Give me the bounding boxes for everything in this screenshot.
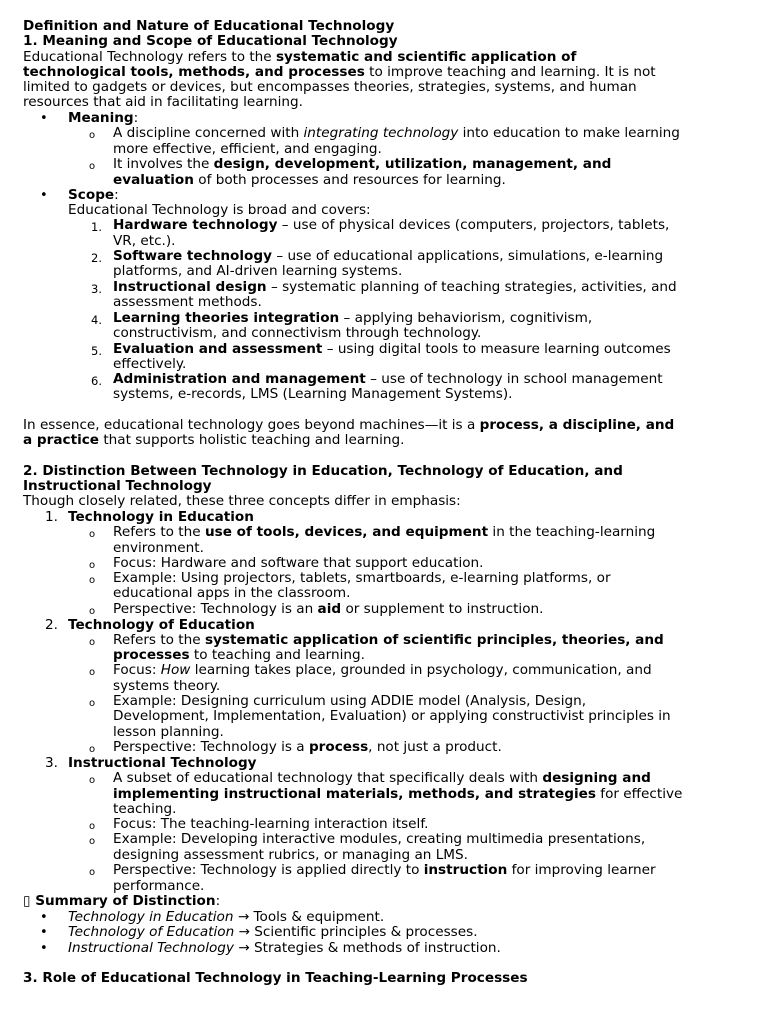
distinction-bullet-line: processes to teaching and learning. (113, 647, 365, 663)
distinction-title: Instructional Technology (68, 755, 257, 771)
bullet-marker: • (40, 925, 48, 940)
list-number: 1. (91, 220, 102, 234)
scope-item-line: VR, etc.). (113, 233, 176, 249)
list-number: 4. (91, 313, 102, 327)
distinction-bullet-line: implementing instructional materials, methods, and strategies for effective (113, 786, 683, 802)
list-number: 2. (45, 617, 58, 633)
meaning-bullet-line: evaluation of both processes and resources for learning. (113, 172, 506, 188)
circle-marker: o (89, 575, 96, 586)
circle-marker: o (89, 744, 96, 755)
circle-marker: o (89, 130, 96, 141)
circle-marker: o (89, 529, 96, 540)
distinction-bullet-line: Refers to the systematic application of scientific principles, theories, and (113, 632, 664, 648)
list-number: 2. (91, 251, 102, 265)
circle-marker: o (89, 821, 96, 832)
distinction-bullet-line: Perspective: Technology is an aid or supplement to instruction. (113, 601, 544, 617)
distinction-title: Technology of Education (68, 617, 255, 633)
distinction-bullet-line: lesson planning. (113, 724, 224, 740)
scope-item-line: Administration and management – use of technology in school management (113, 371, 663, 387)
circle-marker: o (89, 637, 96, 648)
circle-marker: o (89, 606, 96, 617)
circle-marker: o (89, 775, 96, 786)
distinction-bullet-line: Focus: The teaching-learning interaction itself. (113, 816, 429, 832)
scope-item-line: Hardware technology – use of physical devices (computers, projectors, tablets, (113, 217, 670, 233)
section-1-heading: 1. Meaning and Scope of Educational Technology (23, 33, 398, 49)
missing-glyph-icon: ▯ (23, 893, 31, 909)
distinction-bullet-line: systems theory. (113, 678, 221, 694)
distinction-bullet-line: Example: Designing curriculum using ADDIE model (Analysis, Design, (113, 693, 587, 709)
section-3-heading: 3. Role of Educational Technology in Teaching-Learning Processes (23, 970, 528, 986)
essence-line: In essence, educational technology goes beyond machines—it is a process, a discipline, and (23, 417, 675, 433)
section-2-intro: Though closely related, these three concepts differ in emphasis: (23, 493, 461, 509)
distinction-bullet-line: Refers to the use of tools, devices, and equipment in the teaching-learning (113, 524, 656, 540)
distinction-bullet-line: educational apps in the classroom. (113, 585, 351, 601)
list-number: 3. (91, 282, 102, 296)
essence-line: a practice that supports holistic teaching and learning. (23, 432, 405, 448)
bullet-marker: • (40, 111, 48, 126)
list-number: 3. (45, 755, 58, 771)
scope-item-line: Learning theories integration – applying behaviorism, cognitivism, (113, 310, 593, 326)
distinction-bullet-line: Focus: How learning takes place, grounded in psychology, communication, and (113, 662, 652, 678)
meaning-bullet-line: It involves the design, development, utilization, management, and (113, 156, 612, 172)
distinction-bullet-line: performance. (113, 878, 205, 894)
intro-line: Educational Technology refers to the systematic and scientific application of (23, 49, 577, 65)
intro-line: technological tools, methods, and processes to improve teaching and learning. It is not (23, 64, 656, 80)
distinction-bullet-line: A subset of educational technology that specifically deals with designing and (113, 770, 651, 786)
bullet-marker: • (40, 188, 48, 203)
circle-marker: o (89, 667, 96, 678)
distinction-bullet-line: Perspective: Technology is applied directly to instruction for improving learner (113, 862, 656, 878)
intro-line: resources that aid in facilitating learning. (23, 94, 303, 110)
summary-heading: ▯ Summary of Distinction: (23, 893, 221, 909)
section-2-heading: Instructional Technology (23, 478, 212, 494)
summary-item: Technology in Education → Tools & equipment. (68, 909, 385, 925)
summary-item: Instructional Technology → Strategies & methods of instruction. (68, 940, 501, 956)
scope-item-line: platforms, and AI-driven learning systems. (113, 263, 403, 279)
circle-marker: o (89, 560, 96, 571)
circle-marker: o (89, 836, 96, 847)
scope-item-line: effectively. (113, 356, 187, 372)
meaning-label: Meaning: (68, 110, 139, 126)
distinction-bullet-line: Example: Developing interactive modules, creating multimedia presentations, (113, 831, 646, 847)
scope-label: Scope: (68, 187, 119, 203)
circle-marker: o (89, 698, 96, 709)
list-number: 5. (91, 344, 102, 358)
distinction-bullet-line: designing assessment rubrics, or managing an LMS. (113, 847, 468, 863)
circle-marker: o (89, 161, 96, 172)
distinction-bullet-line: teaching. (113, 801, 177, 817)
section-2-heading: 2. Distinction Between Technology in Education, Technology of Education, and (23, 463, 623, 479)
meaning-bullet-line: A discipline concerned with integrating technology into education to make learning (113, 125, 680, 141)
scope-item-line: Software technology – use of educational applications, simulations, e-learning (113, 248, 664, 264)
scope-item-line: Instructional design – systematic planning of teaching strategies, activities, and (113, 279, 677, 295)
list-number: 1. (45, 509, 58, 525)
document-title: Definition and Nature of Educational Technology (23, 18, 395, 34)
circle-marker: o (89, 867, 96, 878)
scope-item-line: assessment methods. (113, 294, 262, 310)
list-number: 6. (91, 374, 102, 388)
distinction-bullet-line: environment. (113, 540, 204, 556)
meaning-bullet-line: more effective, efficient, and engaging. (113, 141, 382, 157)
distinction-bullet-line: Development, Implementation, Evaluation) or applying constructivist principles in (113, 708, 671, 724)
summary-item: Technology of Education → Scientific principles & processes. (68, 924, 478, 940)
scope-item-line: systems, e-records, LMS (Learning Management Systems). (113, 386, 513, 402)
scope-lead: Educational Technology is broad and covers: (68, 202, 371, 218)
distinction-bullet-line: Perspective: Technology is a process, not just a product. (113, 739, 502, 755)
distinction-bullet-line: Focus: Hardware and software that support education. (113, 555, 484, 571)
intro-line: limited to gadgets or devices, but encompasses theories, strategies, systems, and human (23, 79, 637, 95)
bullet-marker: • (40, 910, 48, 925)
scope-item-line: constructivism, and connectivism through technology. (113, 325, 482, 341)
bullet-marker: • (40, 941, 48, 956)
scope-item-line: Evaluation and assessment – using digital tools to measure learning outcomes (113, 341, 671, 357)
distinction-title: Technology in Education (68, 509, 254, 525)
distinction-bullet-line: Example: Using projectors, tablets, smartboards, e-learning platforms, or (113, 570, 611, 586)
